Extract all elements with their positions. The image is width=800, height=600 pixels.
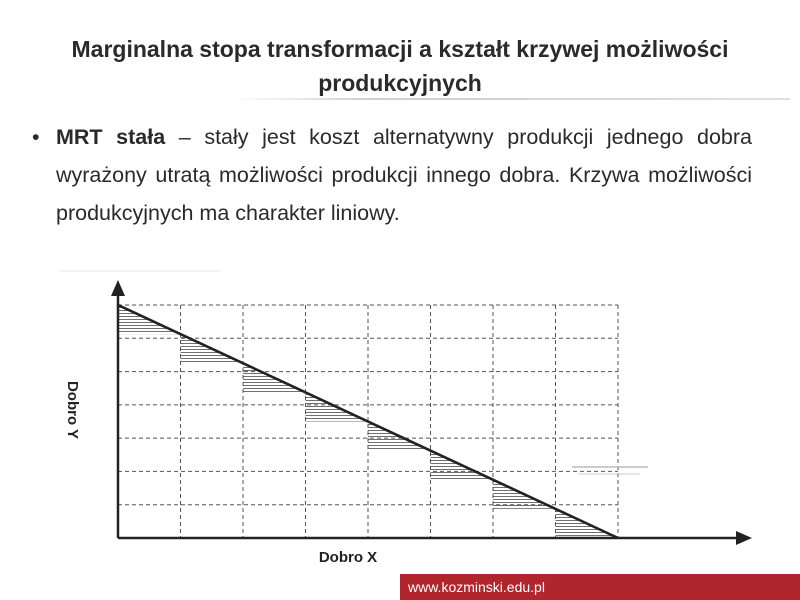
bullet-term: MRT stała: [56, 125, 166, 149]
bullet-dot: •: [32, 125, 40, 149]
x-axis-label: Dobro X: [318, 549, 378, 566]
y-axis-label: Dobro Y: [64, 380, 81, 440]
bullet-text: – stały jest koszt alternatywny produkcji jednego dobra wyrażony utratą możliwości produkcji innego dobra. Krzywa możliwości produkcyjnych ma charakter liniowy.: [56, 125, 752, 225]
x-axis-arrow: [736, 531, 752, 545]
footer-url: www.kozminski.edu.pl: [408, 579, 545, 595]
slide-title: Marginalna stopa transformacji a kształt krzywej możliwości produkcyjnych: [71, 36, 729, 96]
y-axis-arrow: [111, 280, 125, 296]
